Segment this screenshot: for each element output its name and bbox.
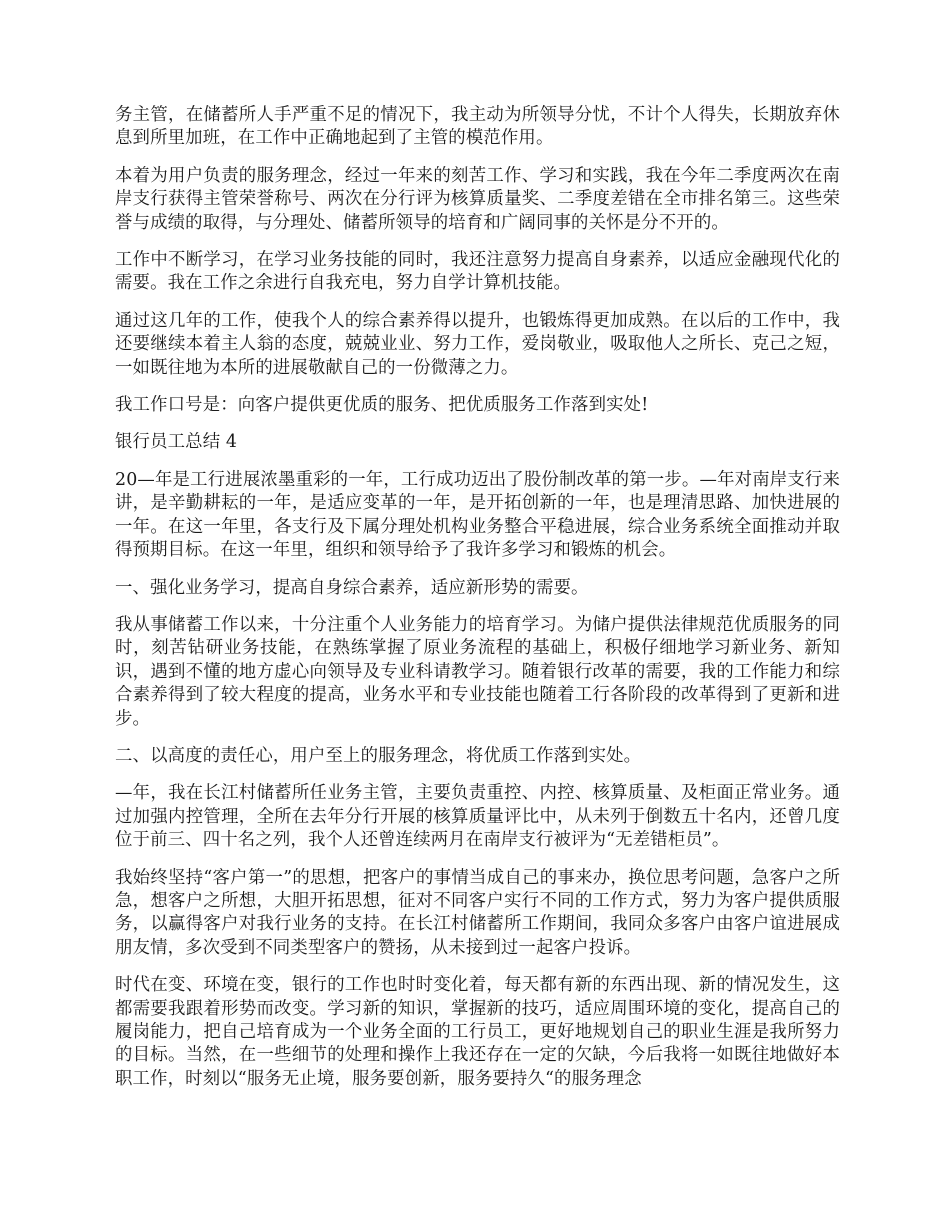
paragraph-growth: 通过这几年的工作，使我个人的综合素养得以提升，也锻炼得更加成熟。在以后的工作中，我还要继续本着主人翁的态度，兢兢业业、努力工作，爱岗敬业，吸取他人之所长、克己之短，一如既往地为本所的进展敬献自己的一份微薄之力。	[115, 310, 840, 378]
paragraph-business-study: 我从事储蓄工作以来，十分注重个人业务能力的培育学习。为储户提供法律规范优质服务的同时，刻苦钻研业务技能，在熟练掌握了原业务流程的基础上，积极仔细地学习新业务、新知识，遇到不懂的地方虚心向领导及专业科请教学习。随着银行改革的需要，我的工作能力和综合素养得到了较大程度的提高，业务水平和专业技能也随着工行各阶段的改革得到了更新和进步。	[115, 614, 840, 729]
paragraph-point-one-heading: 一、强化业务学习，提高自身综合素养，适应新形势的需要。	[115, 577, 589, 598]
paragraph-work-slogan: 我工作口号是：向客户提供更优质的服务、把优质服务工作落到实处!	[115, 395, 649, 416]
paragraph-continuous-learning: 工作中不断学习，在学习业务技能的同时，我还注意努力提高自身素养，以适应金融现代化的需要。我在工作之余进行自我充电，努力自学计算机技能。	[115, 250, 840, 294]
document-body	[115, 104, 840, 1105]
paragraph-point-two-heading: 二、以高度的责任心，用户至上的服务理念，将优质工作落到实处。	[115, 745, 642, 766]
paragraph-customer-first: 我始终坚持“客户第一”的思想，把客户的事情当成自己的事来办，换位思考问题，急客户之所急，想客户之所想，大胆开拓思想，征对不同客户实行不同的工作方式，努力为客户提供质服务，以赢得客户对我行业务的支持。在长江村储蓄所工作期间，我同众多客户由客户谊进展成朋友情，多次受到不同类型客户的赞扬，从未接到过一起客户投诉。	[115, 867, 840, 958]
section-heading-summary-4: 银行员工总结 4	[115, 432, 238, 453]
paragraph-supervisor-role: 务主管，在储蓄所人手严重不足的情况下，我主动为所领导分忧，不计个人得失，长期放弃休息到所里加班，在工作中正确地起到了主管的模范作用。	[115, 105, 840, 149]
paragraph-branch-supervisor: —年，我在长江村储蓄所任业务主管，主要负责重控、内控、核算质量、及柜面正常业务。通过加强内控管理，全所在去年分行开展的核算质量评比中，从未列于倒数五十名内，还曾几度位于前三、四十名之列，我个人还曾连续两月在南岸支行被评为“无差错柜员”。	[115, 783, 840, 851]
paragraph-year-overview: 20—年是工行进展浓墨重彩的一年，工行成功迈出了股份制改革的第一步。—年对南岸支行来讲，是辛勤耕耘的一年，是适应变革的一年，是开拓创新的一年，也是理清思路、加快进展的一年。在这一年里，各支行及下属分理处机构业务整合平稳进展，综合业务系统全面推动并取得预期目标。在这一年里，组织和领导给予了我许多学习和锻炼的机会。	[115, 469, 840, 561]
paragraph-changing-times: 时代在变、环境在变，银行的工作也时时变化着，每天都有新的东西出现、新的情况发生，这都需要我跟着形势而改变。学习新的知识，掌握新的技巧，适应周围环境的变化，提高自己的履岗能力，把自己培育成为一个业务全面的工行员工，更好地规划自己的职业生涯是我所努力的目标。当然，在一些细节的处理和操作上我还存在一定的欠缺，今后我将一如既往地做好本职工作，时刻以“服务无止境，服务要创新，服务要持久“的服务理念	[115, 975, 840, 1089]
paragraph-honors: 本着为用户负责的服务理念，经过一年来的刻苦工作、学习和实践，我在今年二季度两次在南岸支行获得主管荣誉称号、两次在分行评为核算质量奖、二季度差错在全市排名第三。这些荣誉与成绩的取得，与分理处、储蓄所领导的培育和广阔同事的关怀是分不开的。	[115, 165, 840, 233]
